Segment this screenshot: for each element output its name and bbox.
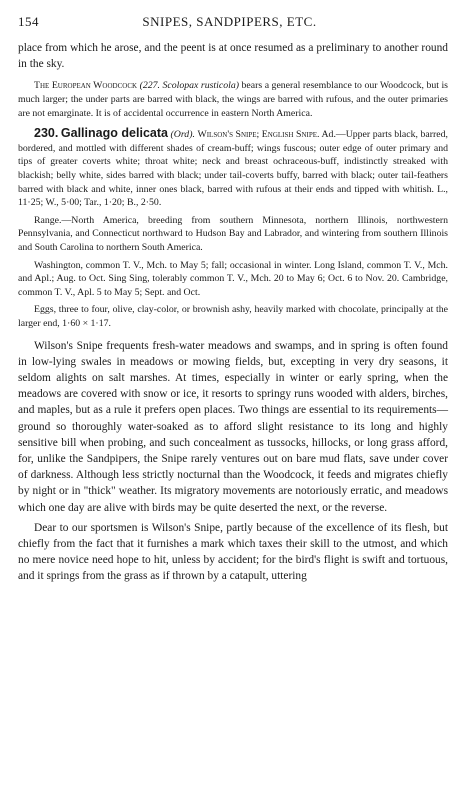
- running-header: [18, 14, 448, 30]
- species-range: Range.—North America, breeding from southern Minnesota, northern Illinois, northwestern Pennsylvania, and Connecticut northward to Hudson Bay and Labrador, and wintering from southern Illinois and South Carolina to northern South America.: [18, 214, 448, 253]
- species-common-names: Wilson's Snipe; English Snipe.: [197, 129, 320, 141]
- running-title: SNIPES, SANDPIPERS, ETC.: [142, 14, 317, 29]
- species-name: Gallinago delicata: [60, 126, 168, 141]
- body-paragraph: Dear to our sportsmen is Wilson's Snipe, partly because of the excellence of its flesh, but chiefly from the fact that it furnishes a mark which taxes their skill to the utmost, and which no mere novice need hope to hit, unless by accident; for the bird's flight is swift and tortuous, and it springs from the grass as if thrown by a catapult, uttering: [18, 521, 448, 583]
- species-records: Washington, common T. V., Mch. to May 5; fall; occasional in winter. Long Island, common T. V., Mch. and Apl.; Aug. to Oct. Sing Sing, tolerably common T. V., Mch. 20 to May 6; Oct. 6 to Nov. 20. Cambridge, common T. V., Apl. 5 to May 5; Sept. and Oct.: [18, 259, 448, 298]
- species-description: [18, 127, 448, 210]
- species-eggs: Eggs, three to four, olive, clay-color, or brownish ashy, heavily marked with chocolate, principally at the larger end, 1·60 × 1·17.: [18, 304, 448, 329]
- european-woodcock-ref: (227. Scolopax rusticola): [139, 80, 239, 92]
- species-description-text: Ad.—Upper parts black, barred, bordered, and mottled with different shades of cream-buff; wings fuscous; outer edge of outer primary and tips of greater coverts white; throat white; neck and breast ochraceous-buff, indistinctly streaked with blackish; belly white, sides barred with black; under tail-coverts buffy, barred with black; outer tail-feathers barred with black and white, inner ones black, barred with rufous at their ends and tipped with whitish. L., 11·25; W., 5·00; Tar., 1·20; B., 2·50.: [18, 129, 448, 209]
- book-page: [18, 14, 448, 585]
- intro-paragraph: place from which he arose, and the peent is at once resumed as a preliminary to another round in the sky.: [18, 42, 448, 71]
- species-number: 230.: [34, 126, 59, 141]
- body-paragraph: Wilson's Snipe frequents fresh-water meadows and swamps, and in spring is often found in low-lying swales in meadows or mowing fields, but, excepting in very dry seasons, it seldom alights on salt marshes. At times, especially in winter or early spring, when the meadows are covered with snow or ice, it resorts to springy runs wooded with alders, birches, and maples, but as a rule it prefers open places. Two things are essential to its requirements—ground so thoroughly water-soaked as to afford slight resistance to its long and highly sensitive bill when probing, and such concealment as tussocks, hillocks, or long grass afford, for, unlike the Sandpipers, the Snipe rarely ventures out on bare mud flats, save under cover of darkness. Although less strictly nocturnal than the Woodcock, it feeds and migrates chiefly by night or in "thick" weather. Its migratory movements are notoriously erratic, and meadows which one day are alive with birds may be quite deserted the next, or the reverse.: [18, 339, 448, 514]
- species-author: (Ord).: [170, 129, 195, 141]
- european-woodcock-lead: The European Woodcock: [34, 80, 138, 92]
- species-account: [18, 127, 448, 330]
- european-woodcock-note: [18, 79, 448, 120]
- european-woodcock-text: bears a general resemblance to our Woodcock, but is much larger; the under parts are barred with black, the wings are barred with rufous, and the outer primaries are not emarginate. It is of accidental occurrence in eastern North America.: [18, 80, 448, 119]
- page-number: 154: [18, 14, 39, 29]
